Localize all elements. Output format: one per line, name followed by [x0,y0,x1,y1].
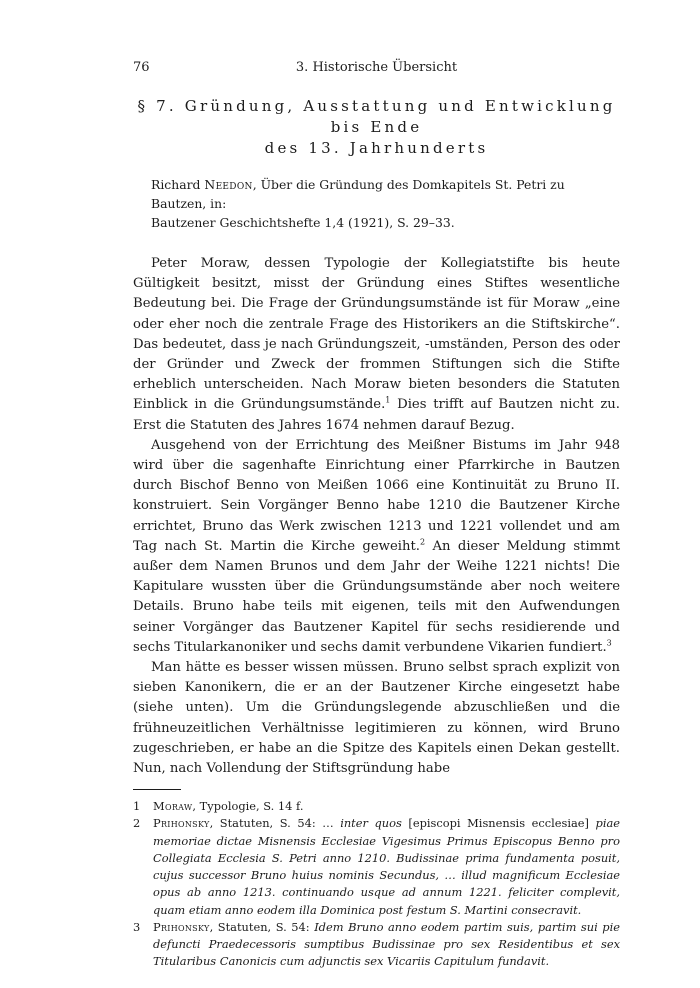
paragraph-2 [133,436,620,658]
footnote-ref-3: 3 [606,638,612,648]
footnote-author: Prihonsky [153,919,210,934]
bib-author-last: Needon [204,177,253,192]
footnote-author: Prihonsky [153,816,210,831]
paragraph-1-text-b: Dies trifft auf Bautzen nicht zu. Erst die Statuten des Jahres 1674 nehmen darauf Bezug. [133,397,620,433]
paragraph-1 [133,254,620,436]
footnote-ref-2: 2 [419,537,426,547]
footnote-divider [133,789,181,790]
footnote-number: 2 [133,816,141,831]
footnote-number: 1 [133,799,141,814]
bib-author-first: Richard [151,177,201,192]
footnotes [133,798,620,970]
footnote-ref-1: 1 [385,396,391,406]
footnote-text: , Typologie, S. 14 f. [192,799,304,814]
footnote-latin-quote: piae memoriae dictae Misnensis Ecclesiae Vigesimus Primus Episcopus Benno pro Collegiata Ecclesia S. Petri anno 1210. Budissinae prima fundamenta posuit, cujus successor Bruno huius nominis Secundus, … illud magnificum Ecclesiae opus ab anno 1213. continuando usque ad annum 1221. feliciter complevit, quam etiam anno eodem illa Dominica post festum S. Martini consecravit. [153,816,621,917]
book-page [133,60,620,970]
paragraph-3: Man hätte es besser wissen müssen. Bruno selbst sprach explizit von sieben Kanonikern, die er an der Bautzener Kirche eingesetzt habe (siehe unten). Um die Gründungslegende abzuschließen und die frühneuzeitlichen Verhältnisse legitimieren zu können, wird Bruno zugeschrieben, er habe an die Spitze des Kapitels einen Dekan gestellt. Nun, nach Vollendung der Stiftsgründung habe [133,660,620,777]
footnote-1 [133,798,620,815]
footnote-latin-quote: Idem Bruno anno eodem partim suis, partim sui pie defuncti Praedecessoris sumptibus Budissinae pro sex Residentibus et sex Titularibus Canonicis cum adjunctis sex Vicariis Capitulum fundavit. [153,919,620,969]
paragraph-2-text-a: Ausgehend von der Errichtung des Meißner Bistums im Jahr 948 wird über die sagenhafte Einrichtung einer Pfarrkirche in Bautzen durch Bischof Benno von Meißen 1066 eine Kontinuität zu Bruno II. konstruiert. Sein Vorgänger Benno habe 1210 die Bautzener Kirche errichtet, Bruno das Werk zwischen 1213 und 1221 vollendet und am Tag nach St. Martin die Kirche geweiht. [133,437,620,554]
running-head [133,60,620,80]
footnote-text: [episcopi Misnensis ecclesiae] [401,816,596,831]
running-title: 3. Historische Übersicht [295,60,458,75]
paragraph-2-text-b: An dieser Meldung stimmt außer dem Namen Brunos und dem Jahr der Weihe 1221 nichts! Die Kapitulare wussten über die Gründungsumstände aber noch weitere Details. Bruno habe teils mit eigenen, teils mit den Aufwendungen seiner Vorgänger das Bautzener Kapitel für sechs residierende und sechs Titularkanoniker und sechs damit verbundene Vikarien fundiert. [133,538,620,655]
section-heading-line-1: § 7. Gründung, Ausstattung und Entwicklung bis Ende [137,97,616,136]
bibliography-entry [151,175,620,232]
section-heading-line-2: des 13. Jahrhunderts [264,139,489,157]
bib-rest-line-2: Bautzener Geschichtshefte 1,4 (1921), S. 29–33. [151,215,455,230]
footnote-text: , Statuten, S. 54: … [209,816,341,831]
footnote-2 [133,815,620,918]
body-text [133,254,620,779]
section-heading [133,96,620,159]
footnote-text: , Statuten, S. 54: [209,919,315,934]
paragraph-1-text-a: Peter Moraw, dessen Typologie der Kollegiatstifte bis heute Gültigkeit besitzt, misst der Gründung eines Stiftes wesentliche Bedeutung bei. Die Frage der Gründungsumstände ist für Moraw „eine oder eher noch die zentrale Frage des Historikers an die Stiftskirche“. Das bedeutet, dass je nach Gründungszeit, -umständen, Person des oder der Gründer und Zweck der frommen Stiftungen sich die Stifte erheblich unterscheiden. Nach Moraw bieten besonders die Statuten Einblick in die Gründungsumstände. [133,256,620,413]
bib-rest-line-1: , Über die Gründung des Domkapitels St. Petri zu Bautzen, in: [151,177,565,211]
footnote-3 [133,919,620,971]
footnote-author: Moraw [153,799,193,814]
page-number: 76 [133,60,150,75]
footnote-latin-quote: inter quos [340,816,402,831]
footnote-number: 3 [133,919,141,934]
